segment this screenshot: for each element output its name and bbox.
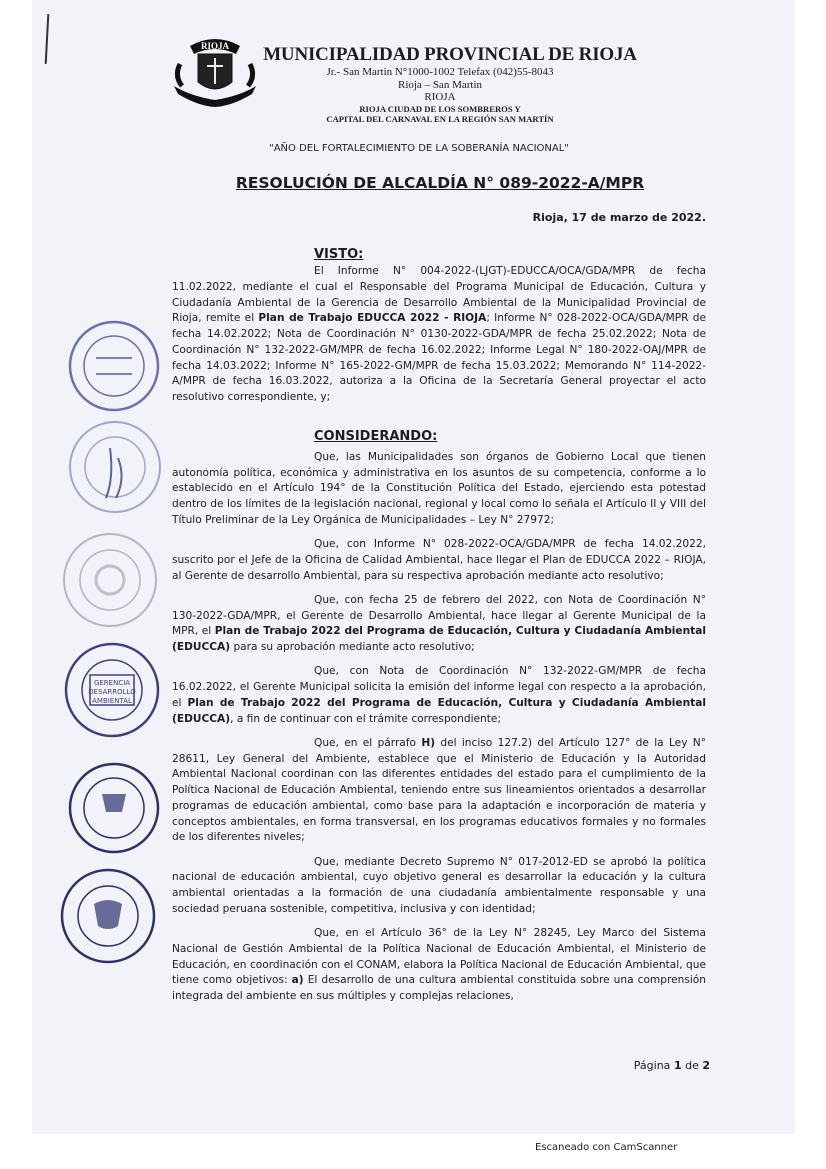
page-sep: de xyxy=(681,1059,703,1072)
page-current: 1 xyxy=(673,1059,682,1072)
considerando-paragraph-2: Que, con Informe N° 028-2022-OCA/GDA/MPR de fecha 14.02.2022, suscrito por el Jefe de la Oficina de Calidad Ambiental, hace llegar el Plan de EDUCCA 2022 – RIOJA, al Gerente de desarrollo Ambiental, para su respectiva aprobación mediante acto resolutivo; xyxy=(172,538,706,582)
stamp-alcaldia xyxy=(58,866,158,966)
considerando-paragraph-7 xyxy=(172,926,706,1005)
bold-text: a) xyxy=(291,974,304,987)
text: Que, en el Artículo 36° de la Ley N° 28245, Ley Marco del Sistema Nacional de Gestión Ambiental de la Política Nacional de Educación Ambiental, el Ministerio de Educación, en coordinación con el CONAM, elabora la Política Nacional de Educación Ambiental, que tiene como objetivos: xyxy=(172,927,706,987)
text: Que, con Nota de Coordinación N° 132-2022-GM/MPR de fecha 16.02.2022, el Gerente Municipal solicita la emisión del informe legal con respecto a la aprobación, el xyxy=(172,665,706,709)
scanner-footer: Escaneado con CamScanner xyxy=(535,1142,678,1153)
bold-text: Plan de Trabajo 2022 del Programa de Educación, Cultura y Ciudadanía Ambiental (EDUCCA) xyxy=(172,696,706,725)
document-date: Rioja, 17 de marzo de 2022. xyxy=(532,211,706,224)
text: , a fin de continuar con el trámite correspondiente; xyxy=(230,712,502,725)
considerando-paragraph-3 xyxy=(172,593,706,656)
svg-text:AMBIENTAL: AMBIENTAL xyxy=(92,697,132,705)
stamp-oficina xyxy=(60,530,160,630)
text: El Informe N° 004-2022-(LJGT)-EDUCCA/OCA/GDA/MPR de fecha 11.02.2022, mediante el cual el Responsable del Programa Municipal de Educación, Cultura y Ciudadanía Ambiental de la Gerencia de Desarrollo Ambiental de la Municipalidad Provincial de Rioja, remite el xyxy=(172,265,706,325)
text: del inciso 127.2) del Artículo 127° de la Ley N° 28611, Ley General del Ambiente, establece que el Ministerio de Educación y la Autoridad Ambiental Nacional coordinan con las diferentes entidades del estado para el cumplimiento de la Política Nacional de Educación Ambiental, teniendo entre sus lineamientos orientados a desarrollar programas de educación ambiental, como base para la adaptación e incorporación de materia y conceptos ambientales, en forma transversal, en los programas educativos formales y no formales de los diferentes niveles; xyxy=(172,736,707,844)
province: RIOJA xyxy=(424,91,456,103)
svg-text:GERENCIA: GERENCIA xyxy=(93,679,131,687)
page-label: Página xyxy=(633,1059,674,1072)
bold-text: H) xyxy=(421,736,436,749)
stamp-municipalidad xyxy=(66,318,162,414)
institution-name: MUNICIPALIDAD PROVINCIAL DE RIOJA xyxy=(263,44,637,65)
text: ; Informe N° 028-2022-OCA/GDA/MPR de fecha 14.02.2022; Nota de Coordinación N° 0130-2022-GDA/MPR de fecha 25.02.2022; Nota de Coordinación N° 132-2022-GM/MPR de fecha 16.02.2022; Informe Legal N° 180-2022-OAJ/MPR de fecha 14.03.2022; Informe N° 165-2022-GM/MPR de fecha 15.03.2022; Memorando N° 114-2022-A/MPR de fecha 16.03.2022, autoriza a la Oficina de la Secretaría General proyectar el acto resolutivo correspondiente, y; xyxy=(172,312,706,403)
svg-text:DESARROLLO: DESARROLLO xyxy=(88,688,136,696)
considerando-paragraph-6: Que, mediante Decreto Supremo N° 017-2012-ED se aprobó la política nacional de educación ambiental, cuyo objetivo general es desarrollar la educación y la cultura ambiental orientadas a la formación de una ciudadanía ambientalmente responsable y una sociedad peruana sostenible, competitiva, inclusiva y con identidad; xyxy=(172,855,706,915)
text: Que, con fecha 25 de febrero del 2022, con Nota de Coordinación N° 130-2022-GDA/MPR, el Gerente de Desarrollo Ambiental, hace llegar al Gerente Municipal de la MPR, el xyxy=(172,593,706,638)
considerando-paragraph-4 xyxy=(172,664,706,727)
page-number xyxy=(634,1059,710,1072)
document-body xyxy=(172,246,706,1013)
text: para su aprobación mediante acto resolutivo; xyxy=(230,641,475,653)
bold-text: Plan de Trabajo 2022 del Programa de Educación, Cultura y Ciudadanía Ambiental (EDUCCA) xyxy=(172,625,707,653)
stamp-secretaria-general xyxy=(66,760,162,856)
city: Rioja – San Martin xyxy=(397,78,483,91)
stamp-gerencia-municipal xyxy=(66,418,164,516)
motto-line-2: CAPITAL DEL CARNAVAL EN LA REGIÓN SAN MARTÍN xyxy=(326,114,554,124)
considerando-paragraph-5 xyxy=(172,736,706,846)
resolution-title: RESOLUCIÓN DE ALCALDÍA N° 089-2022-A/MPR xyxy=(235,174,645,192)
text: Que, en el párrafo xyxy=(314,736,422,749)
text: El desarrollo de una cultura ambiental constituida sobre una comprensión integrada del ambiente en sus múltiples y complejas relaciones, xyxy=(172,974,706,1002)
address: Jr.- San Martin N°1000-1002 Telefax (042)55-8043 xyxy=(326,66,554,78)
visto-paragraph xyxy=(172,264,706,406)
svg-text:RIOJA: RIOJA xyxy=(200,41,230,51)
stamp-gerencia-desarrollo-ambiental xyxy=(62,640,162,740)
visto-heading: VISTO: xyxy=(314,247,364,262)
considerando-paragraph-1: Que, las Municipalidades son órganos de Gobierno Local que tienen autonomía política, económica y administrativa en los asuntos de su competencia, conforme a lo establecido en el Artículo 194° de la Constitución Política del Estado, ejerciendo esta potestad dentro de los límites de la legislación nacional, regional y local como lo señala el Artículo II y VIII del Título Preliminar de la Ley Orgánica de Municipalidades – Ley N° 27972; xyxy=(172,450,706,526)
motto-line-1: RIOJA CIUDAD DE LOS SOMBREROS Y xyxy=(359,103,521,114)
letterhead xyxy=(240,44,640,125)
considerando-heading: CONSIDERANDO: xyxy=(314,428,438,444)
page-total: 2 xyxy=(702,1059,710,1072)
year-name: "AÑO DEL FORTALECIMIENTO DE LA SOBERANÍA NACIONAL" xyxy=(269,143,569,154)
bold-text: Plan de Trabajo EDUCCA 2022 - RIOJA xyxy=(258,312,487,325)
